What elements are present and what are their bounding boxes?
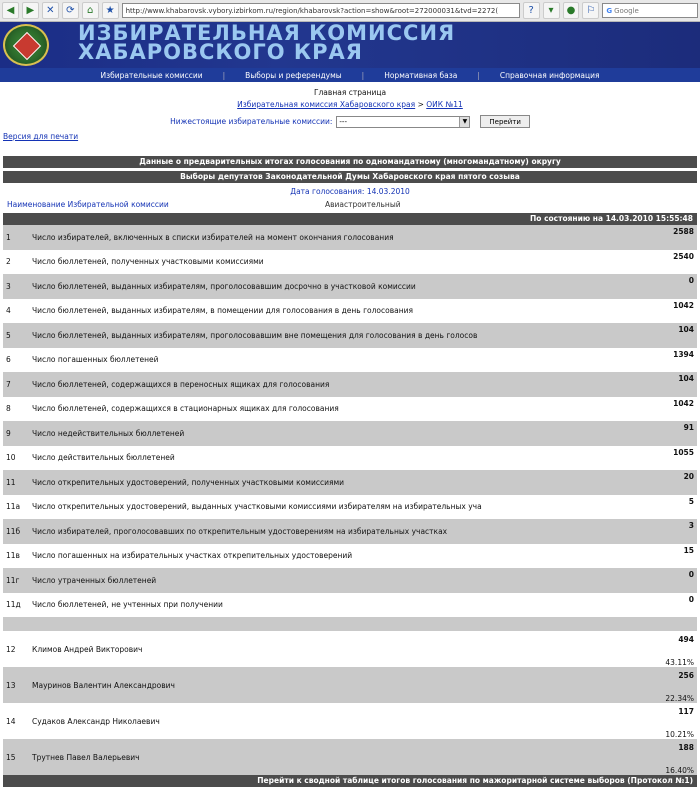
table-row [3,250,697,275]
row-number: 9 [3,421,32,446]
candidate-result [634,739,697,775]
row-label: Число бюллетеней, выданных избирателям, проголосовавшим вне помещения для голосования в день голосов [32,323,634,348]
nav-item-regulations[interactable]: Нормативная база [384,70,458,80]
table-row [3,568,697,593]
candidate-row [3,739,697,775]
row-number: 11б [3,519,32,544]
candidate-percent: 22.34% [665,694,694,703]
address-bar[interactable]: http://www.khabarovsk.vybory.izbirkom.ru/region/khabarovsk?action=show&root=272000031&tvd=2272( [122,3,520,18]
emblem-logo [3,24,49,66]
row-label: Число бюллетеней, выданных избирателям, в помещении для голосования в день голосования [32,306,414,316]
row-value: 1042 [673,300,694,310]
table-row [3,470,697,495]
row-number: 5 [3,323,32,348]
candidate-votes: 117 [678,707,694,716]
row-value: 5 [688,496,694,506]
site-banner [0,22,700,68]
row-label: Число действительных бюллетеней [32,453,175,463]
row-value: 2540 [673,251,694,261]
nav-separator: | [361,70,365,80]
candidate-votes: 188 [678,743,694,752]
row-label: Число открепительных удостоверений, выданных участковыми комиссиями избирателям на избирательных уча [32,502,482,512]
row-value: 104 [634,372,697,397]
table-row [3,446,697,471]
row-label: Число недействительных бюллетеней [32,421,634,446]
forward-icon[interactable]: ▶ [22,2,39,19]
candidate-votes: 494 [678,635,694,644]
row-value: 104 [634,323,697,348]
row-number: 2 [6,257,11,267]
table-row [3,274,697,299]
row-label: Число бюллетеней, содержащихся в стационарных ящиках для голосования [32,404,339,414]
candidate-name: Трутнев Павел Валерьевич [32,739,634,775]
subordinate-label: Нижестоящие избирательные комиссии: [170,117,333,126]
table-row [3,519,697,544]
home-icon[interactable]: ⌂ [82,2,99,19]
candidate-votes: 256 [678,671,694,680]
row-value: 2588 [634,225,697,250]
stop-icon[interactable]: ✕ [42,2,59,19]
row-number: 6 [6,355,11,365]
table-spacer [3,617,697,631]
section-header: Данные о предварительных итогах голосования по одномандатному (многомандатному) округу [3,156,697,168]
state-timestamp: По состоянию на 14.03.2010 15:55:48 [3,213,697,225]
row-label: Число бюллетеней, содержащихся в переносных ящиках для голосования [32,372,634,397]
candidate-row [3,631,697,667]
table-row [3,299,697,324]
site-title: ИЗБИРАТЕЛЬНАЯ КОМИССИЯ ХАБАРОВСКОГО КРАЯ [78,22,456,64]
go-icon[interactable]: ? [523,2,540,19]
row-label: Число избирателей, включенных в списки избирателей на момент окончания голосования [32,225,634,250]
candidate-result [634,667,697,703]
subordinate-commissions [0,115,700,128]
row-value: 15 [683,545,694,555]
chevron-down-icon[interactable]: ▼ [459,117,469,127]
table-row [3,544,697,569]
refresh-icon[interactable]: ⟳ [62,2,79,19]
row-value: 3 [634,519,697,544]
subordinate-select[interactable]: --- ▼ [336,116,470,128]
candidate-result [634,703,697,739]
row-label: Число утраченных бюллетеней [32,568,634,593]
nav-item-commissions[interactable]: Избирательные комиссии [100,70,203,80]
row-label: Число бюллетеней, не учтенных при получении [32,600,223,610]
row-number: 1 [3,225,32,250]
row-number: 11а [6,502,21,512]
table-row [3,348,697,373]
nav-separator: | [222,70,226,80]
candidate-number: 15 [3,739,32,775]
vote-date: Дата голосования: 14.03.2010 [290,187,410,196]
row-value: 1055 [673,447,694,457]
row-number: 3 [3,274,32,299]
browser-toolbar [0,0,700,22]
nav-separator: | [477,70,480,80]
row-number: 11 [3,470,32,495]
nav-item-elections[interactable]: Выборы и референдумы [245,70,342,80]
back-icon[interactable]: ◀ [2,2,19,19]
candidate-number: 13 [3,667,32,703]
print-version-link[interactable]: Версия для печати [3,132,79,141]
breadcrumb-commission-link[interactable]: Избирательная комиссия Хабаровского края [237,100,416,109]
main-nav [0,68,700,82]
dropdown-icon[interactable]: ▾ [543,2,560,19]
table-row [3,421,697,446]
google-icon: G [606,6,613,15]
candidate-percent: 16.40% [665,766,694,775]
table-row [3,593,697,618]
candidate-name: Климов Андрей Викторович [32,644,143,654]
row-value: 91 [634,421,697,446]
table-row [3,225,697,250]
row-value: 20 [634,470,697,495]
election-title: Выборы депутатов Законодательной Думы Хабаровского края пятого созыва [3,171,697,183]
row-number: 7 [3,372,32,397]
search-input[interactable] [602,3,698,18]
chat-icon[interactable]: ● [563,2,580,19]
summary-table-link[interactable]: Перейти к сводной таблице итогов голосования по мажоритарной системе выборов (Протокол №1) [257,776,693,785]
commission-name-value: Авиастроительный [325,200,401,209]
row-label: Число бюллетеней, выданных избирателям, проголосовавшим досрочно в участковой комиссии [32,274,634,299]
results-table [3,225,697,775]
translate-icon[interactable]: ⚐ [582,2,599,19]
row-label: Число погашенных на избирательных участках открепительных удостоверений [32,551,353,561]
row-number: 11в [6,551,20,561]
table-row [3,397,697,422]
row-number: 8 [6,404,11,414]
row-number: 11г [3,568,32,593]
row-value: 0 [634,274,697,299]
table-row [3,372,697,397]
go-button[interactable]: Перейти [480,115,530,128]
candidate-number: 12 [6,644,16,654]
row-label: Число избирателей, проголосовавших по открепительным удостоверениям на избирательных участках [32,519,634,544]
candidate-row [3,667,697,703]
row-label: Число открепительных удостоверений, полученных участковыми комиссиями [32,470,634,495]
candidate-number: 14 [6,716,16,726]
search-placeholder: Google [614,6,639,15]
breadcrumb-oik-link[interactable]: ОИК №11 [426,100,463,109]
breadcrumb-home[interactable]: Главная страница [313,88,387,97]
row-label: Число погашенных бюллетеней [32,355,159,365]
row-number: 11д [6,600,21,610]
row-value: 0 [634,568,697,593]
candidate-percent: 43.11% [665,658,694,667]
candidate-row [3,703,697,739]
breadcrumb-separator: > [417,100,424,109]
commission-header [3,200,697,209]
nav-item-reference[interactable]: Справочная информация [499,70,600,80]
candidate-name: Судаков Александр Николаевич [32,716,160,726]
breadcrumb [0,87,700,111]
row-number: 10 [6,453,16,463]
table-row [3,323,697,348]
candidate-name: Мауринов Валентин Александрович [32,667,634,703]
candidate-percent: 10.21% [665,730,694,739]
candidate-result [634,631,697,667]
row-value: 1394 [673,349,694,359]
table-row [3,495,697,520]
row-label: Число бюллетеней, полученных участковыми комиссиями [32,257,264,267]
row-value: 1042 [673,398,694,408]
row-value: 0 [688,594,694,604]
bookmark-icon[interactable]: ★ [102,2,119,19]
commission-name-label: Наименование Избирательной комиссии [7,200,169,209]
row-number: 4 [6,306,11,316]
